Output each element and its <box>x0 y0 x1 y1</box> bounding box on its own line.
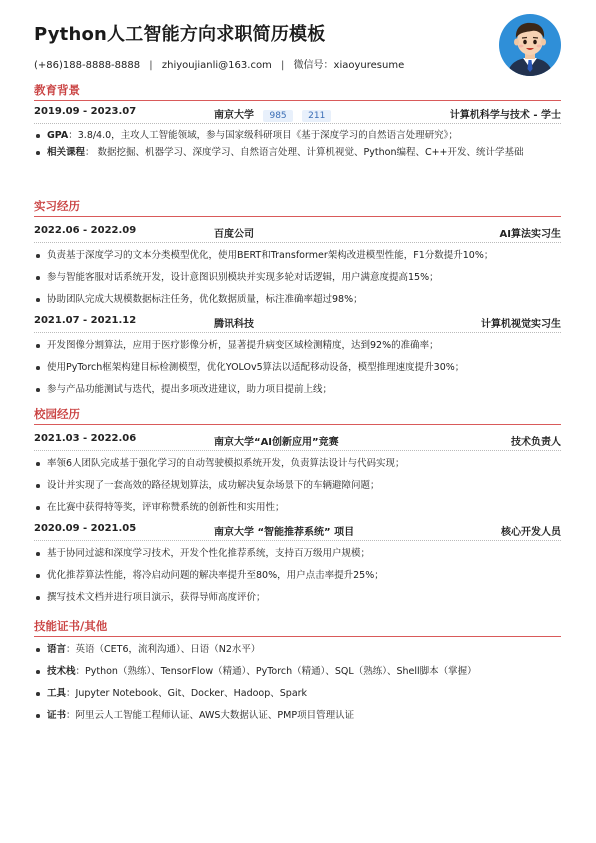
list-item: 参与产品功能测试与迭代，提出多项改进建议，助力项目提前上线； <box>34 383 561 396</box>
internship-section <box>34 198 561 396</box>
education-details <box>34 129 561 159</box>
separator: | <box>149 60 153 71</box>
campus-entry-header <box>34 522 561 538</box>
list-item: 相关课程： 数据挖掘、机器学习、深度学习、自然语言处理、计算机视觉、Python编程、C++开发、统计学基础 <box>34 146 561 159</box>
list-item: 协助团队完成大规模数据标注任务，优化数据质量，标注准确率超过98%； <box>34 293 561 306</box>
resume-title: Python人工智能方向求职简历模板 <box>34 24 326 45</box>
tag-badge: 985 <box>263 110 292 122</box>
wechat-id: 微信号：xiaoyuresume <box>293 60 405 71</box>
entry-date: 2021.03 - 2022.06 <box>34 433 137 444</box>
list-item: 技术栈：Python（熟练）、TensorFlow（精通）、PyTorch（精通）、SQL（熟练）、Shell脚本（掌握） <box>34 665 561 678</box>
section-title: 技能证书/其他 <box>34 619 108 633</box>
campus-details <box>34 547 561 604</box>
entry-date: 2021.07 - 2021.12 <box>34 315 137 326</box>
entry-organization: 南京大学 “智能推荐系统” 项目 <box>214 527 355 538</box>
list-item: 证书：阿里云人工智能工程师认证、AWS大数据认证、PMP项目管理认证 <box>34 709 561 722</box>
skills-details <box>34 643 561 722</box>
entry-date: 2020.09 - 2021.05 <box>34 523 137 534</box>
section-title: 校园经历 <box>34 407 80 421</box>
internship-details <box>34 249 561 306</box>
school-name: 南京大学 <box>214 110 254 121</box>
entry-role: AI算法实习生 <box>499 229 561 240</box>
list-item: 在比赛中获得特等奖，评审称赞系统的创新性和实用性； <box>34 501 561 514</box>
cartoon-boy-avatar-icon <box>499 14 561 76</box>
entry-organization: 腾讯科技 <box>214 319 254 330</box>
email-address: zhiyoujianli@163.com <box>161 60 272 71</box>
separator: | <box>281 60 285 71</box>
entry-role: 技术负责人 <box>511 437 561 448</box>
list-item: GPA：3.8/4.0，主攻人工智能领域，参与国家级科研项目《基于深度学习的自然语言处理研究》； <box>34 129 561 142</box>
campus-details <box>34 457 561 514</box>
entry-date: 2022.06 - 2022.09 <box>34 225 137 236</box>
entry-role: 核心开发人员 <box>501 527 561 538</box>
tag-badge: 211 <box>302 110 331 122</box>
list-item: 语言：英语（CET6，流利沟通）、日语（N2水平） <box>34 643 561 656</box>
entry-organization: 百度公司 <box>214 229 254 240</box>
section-title: 教育背景 <box>34 83 80 97</box>
entry-organization: 南京大学“AI创新应用”竞赛 <box>214 437 339 448</box>
list-item: 参与智能客服对话系统开发，设计意图识别模块并实现多轮对话逻辑，用户满意度提高15%； <box>34 271 561 284</box>
internship-entry-header <box>34 224 561 240</box>
list-item: 基于协同过滤和深度学习技术，开发个性化推荐系统，支持百万级用户规模； <box>34 547 561 560</box>
contact-line <box>34 56 404 71</box>
list-item: 负责基于深度学习的文本分类模型优化，使用BERT和Transformer架构改进模型性能，F1分数提升10%； <box>34 249 561 262</box>
list-item: 使用PyTorch框架构建目标检测模型，优化YOLOv5算法以适配移动设备，模型推理速度提升30%； <box>34 361 561 374</box>
section-title: 实习经历 <box>34 199 80 213</box>
education-section <box>34 82 561 159</box>
campus-section <box>34 406 561 604</box>
entry-date: 2019.09 - 2023.07 <box>34 106 137 117</box>
list-item: 开发图像分割算法，应用于医疗影像分析，显著提升病变区域检测精度，达到92%的准确率； <box>34 339 561 352</box>
entry-role: 计算机科学与技术 - 学士 <box>449 110 561 121</box>
list-item: 撰写技术文档并进行项目演示，获得导师高度评价； <box>34 591 561 604</box>
entry-organization <box>214 106 331 122</box>
list-item: 工具：Jupyter Notebook、Git、Docker、Hadoop、Spark <box>34 687 561 700</box>
list-item: 设计并实现了一套高效的路径规划算法，成功解决复杂场景下的车辆避障问题； <box>34 479 561 492</box>
internship-entry-header <box>34 314 561 330</box>
list-item: 率领6人团队完成基于强化学习的自动驾驶模拟系统开发，负责算法设计与代码实现； <box>34 457 561 470</box>
list-item: 优化推荐算法性能，将冷启动问题的解决率提升至80%，用户点击率提升25%； <box>34 569 561 582</box>
internship-details <box>34 339 561 396</box>
skills-section <box>34 618 561 722</box>
entry-role: 计算机视觉实习生 <box>481 319 561 330</box>
education-entry-header <box>34 105 561 121</box>
campus-entry-header <box>34 432 561 448</box>
phone-number: (+86)188-8888-8888 <box>34 60 141 71</box>
